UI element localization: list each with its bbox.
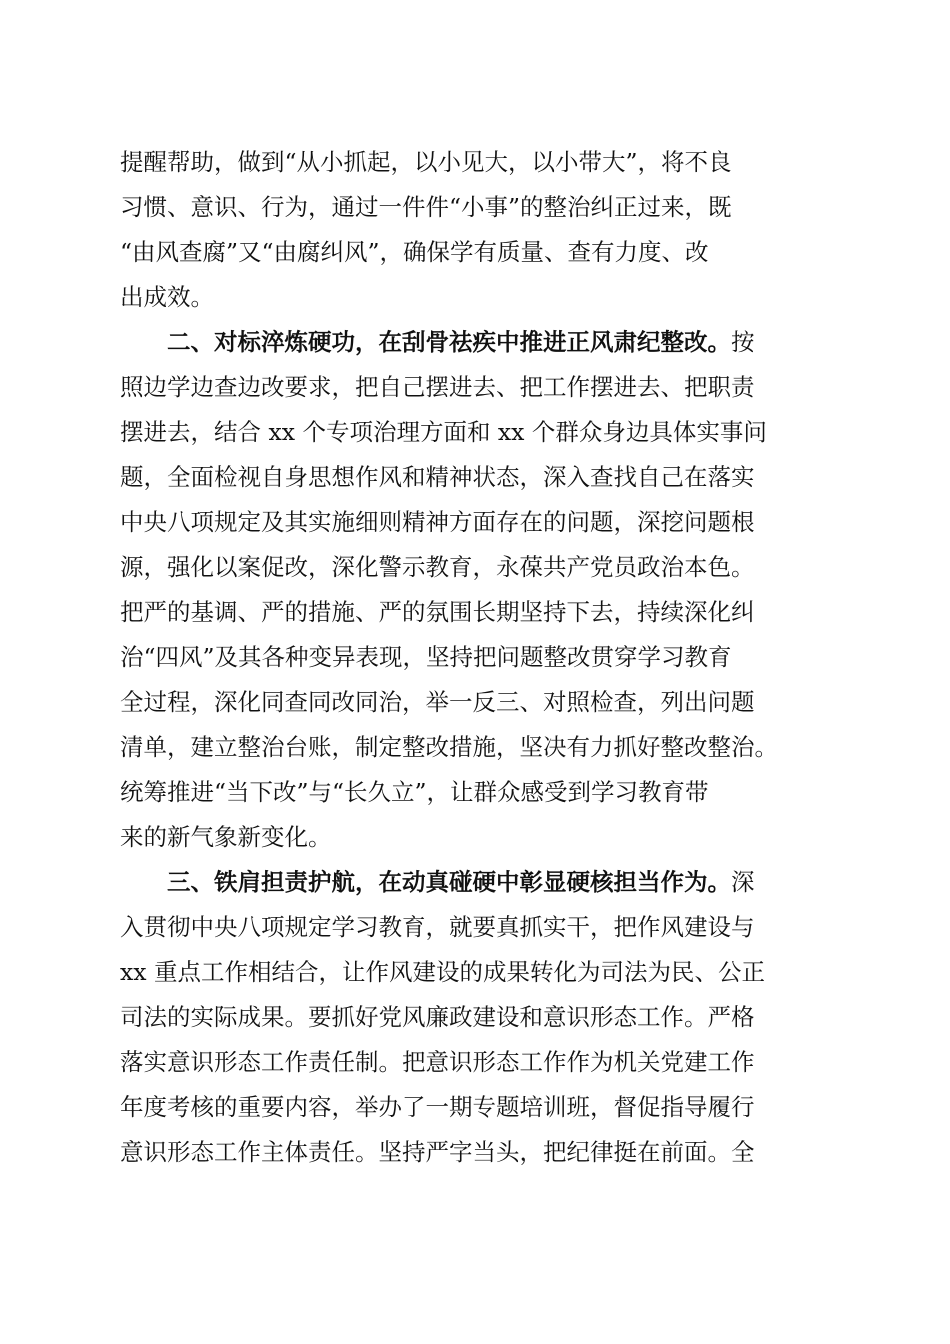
body-text-line: 摆进去，结合 xx 个专项治理方面和 xx 个群众身边具体实事问 (120, 418, 767, 446)
body-text-line: 出成效。 (120, 283, 214, 311)
body-text-line: 司法的实际成果。要抓好党风廉政建设和意识形态工作。严格 (120, 1003, 755, 1031)
section-heading-line (167, 320, 755, 364)
body-text-line: xx 重点工作相结合，让作风建设的成果转化为司法为民、公正 (120, 958, 765, 986)
body-text-line: 把严的基调、严的措施、严的氛围长期坚持下去，持续深化纠 (120, 598, 755, 626)
body-text-line: 清单，建立整治台账，制定整改措施，坚决有力抓好整改整治。 (120, 733, 778, 761)
body-text-line: 中央八项规定及其实施细则精神方面存在的问题，深挖问题根 (120, 508, 755, 536)
body-text-line: 入贯彻中央八项规定学习教育，就要真抓实干，把作风建设与 (120, 913, 755, 941)
body-text-line: 照边学边查边改要求，把自己摆进去、把工作摆进去、把职责 (120, 373, 755, 401)
body-text-line: 全过程，深化同查同改同治，举一反三、对照检查，列出问题 (120, 688, 755, 716)
section-heading-line (167, 860, 755, 904)
body-text-line: 意识形态工作主体责任。坚持严字当头，把纪律挺在前面。全 (120, 1138, 755, 1166)
body-text-line: 提醒帮助，做到“从小抓起，以小见大，以小带大”，将不良 (120, 148, 732, 176)
body-text-line: 治“四风”及其各种变异表现，坚持把问题整改贯穿学习教育 (120, 643, 732, 671)
body-text-line: “由风查腐”又“由腐纠风”，确保学有质量、查有力度、改 (120, 238, 709, 266)
body-text-line: 题，全面检视自身思想作风和精神状态，深入查找自己在落实 (120, 463, 755, 491)
section-heading-3: 三、铁肩担责护航，在动真碰硬中彰显硬核担当作为。 (167, 868, 731, 896)
body-text-run: 深 (731, 868, 755, 896)
body-text-line: 来的新气象新变化。 (120, 823, 332, 851)
body-text-line: 统筹推进“当下改”与“长久立”，让群众感受到学习教育带 (120, 778, 709, 806)
body-text-line: 习惯、意识、行为，通过一件件“小事”的整治纠正过来，既 (120, 193, 732, 221)
body-text-line: 落实意识形态工作责任制。把意识形态工作作为机关党建工作 (120, 1048, 755, 1076)
body-text-line: 年度考核的重要内容，举办了一期专题培训班，督促指导履行 (120, 1093, 755, 1121)
body-text-run: 按 (731, 328, 755, 356)
body-text-line: 源，强化以案促改，深化警示教育，永葆共产党员政治本色。 (120, 553, 755, 581)
section-heading-2: 二、对标淬炼硬功，在刮骨祛疾中推进正风肃纪整改。 (167, 328, 731, 356)
